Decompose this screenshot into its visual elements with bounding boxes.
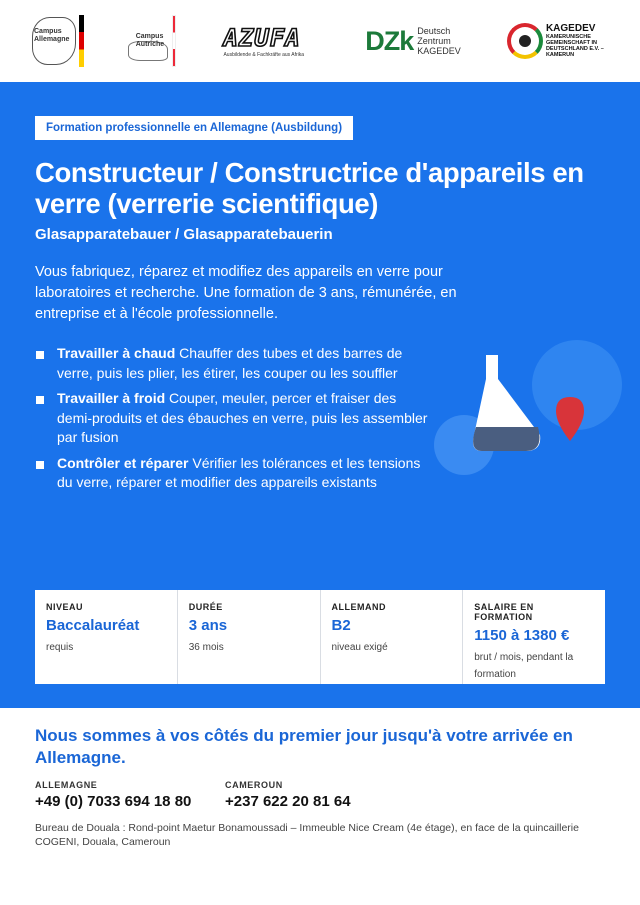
- kagedev-logo: KAGEDEV KAMERUNISCHE GEMEINSCHAFT IN DEUTSCHLAND E.V. – KAMERUN: [507, 23, 610, 59]
- azufa-logo: AZUFA Ausbildende & Fachkräfte aus Afrika: [223, 23, 305, 58]
- campus-allemagne-logo: Campus Allemagne: [30, 15, 82, 67]
- phone-cameroon[interactable]: +237 622 20 81 64: [225, 793, 351, 810]
- fact-duration: DURÉE 3 ans 36 mois: [178, 590, 321, 684]
- kagedev-emblem-icon: [507, 23, 543, 59]
- contact-germany: ALLEMAGNE +49 (0) 7033 694 18 80: [35, 780, 192, 810]
- support-heading: Nous sommes à vos côtés du premier jour jusqu'à votre arrivée en Allemagne.: [35, 726, 573, 767]
- task-item: Contrôler et réparer Vérifier les tolérances et les tensions du verre, réparer et modifier des appareils existants: [35, 454, 430, 493]
- partner-logos: [0, 0, 640, 82]
- campus-autriche-logo: Campus Autriche: [128, 15, 178, 67]
- fact-level: NIVEAU Baccalauréat requis: [35, 590, 178, 684]
- task-item: Travailler à froid Couper, meuler, percer et fraiser des demi-produits et des ébauches en verre, puis les assembler par fusion: [35, 389, 430, 448]
- flask-icon: [473, 355, 540, 451]
- category-tag: Formation professionnelle en Allemagne (Ausbildung): [35, 116, 353, 140]
- page-title: Constructeur / Constructrice d'appareils en verre (verrerie scientifique): [35, 157, 584, 219]
- contact-cameroon: CAMEROUN +237 622 20 81 64: [225, 780, 351, 810]
- german-title: Glasapparatebauer / Glasapparatebauerin: [35, 226, 333, 243]
- phone-germany[interactable]: +49 (0) 7033 694 18 80: [35, 793, 192, 810]
- flask-illustration: [430, 327, 630, 487]
- task-list: [35, 344, 430, 499]
- hero-section: [0, 82, 640, 708]
- contact-section: [0, 708, 640, 905]
- task-item: Travailler à chaud Chauffer des tubes et des barres de verre, puis les plier, les étirer, les couper ou les souffler: [35, 344, 430, 383]
- intro-text: Vous fabriquez, réparez et modifiez des appareils en verre pour laboratoires et recherche. Une formation de 3 ans, rémunérée, en entreprise et à l'école professionnelle.: [35, 264, 457, 322]
- map-pin-icon: [556, 397, 584, 441]
- fact-salary: SALAIRE EN FORMATION 1150 à 1380 € brut / mois, pendant la formation: [474, 602, 574, 680]
- dzk-logo: DZk Deutsch Zentrum KAGEDEV: [365, 25, 461, 56]
- office-address: Bureau de Douala : Rond-point Maetur Bonamoussadi – Immeuble Nice Cream (4e étage), en face de la quincaillerie COGENI, Douala, Cameroun: [35, 822, 579, 848]
- key-facts-panel: [35, 590, 605, 684]
- fact-german: ALLEMAND B2 niveau exigé: [321, 590, 464, 684]
